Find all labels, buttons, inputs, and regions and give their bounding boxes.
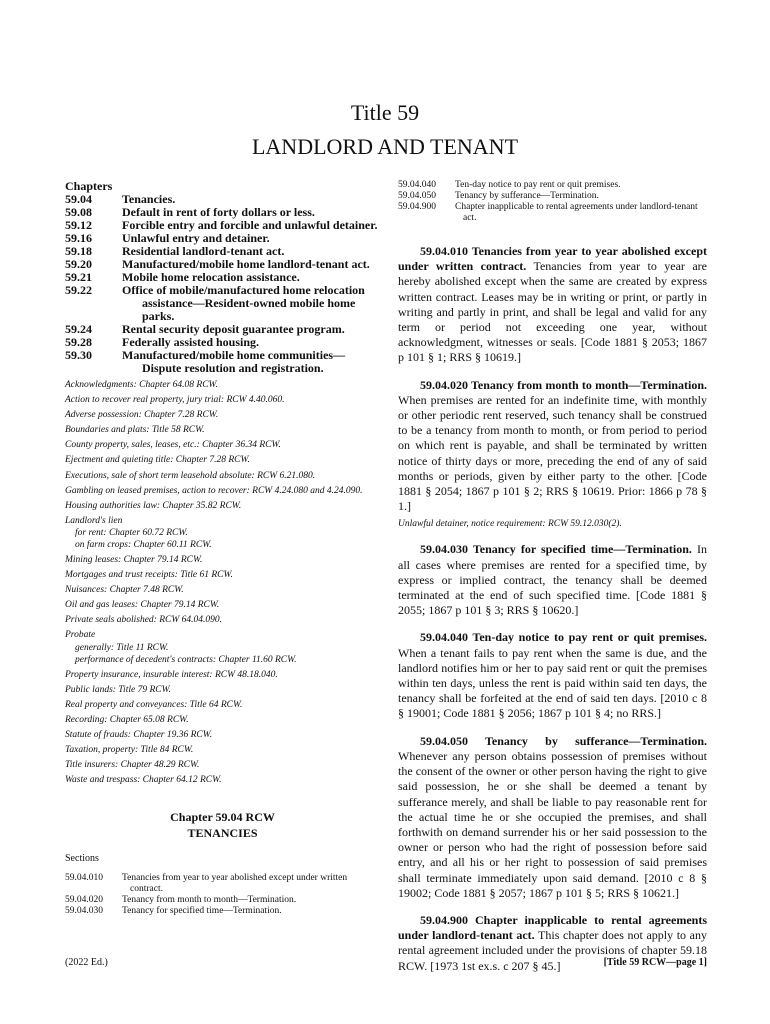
chapter-number: 59.30: [65, 348, 92, 362]
chapter-title: Unlawful entry and detainer.: [122, 231, 270, 245]
chapter-title: Manufactured/mobile home communities—Dispute resolution and registration.: [122, 348, 346, 375]
section-heading: 59.04.010 Tenancies from year to year abolished except under written contract.: [398, 244, 707, 274]
chapter-row: [65, 284, 380, 323]
section-body: Tenancies from year to year are hereby abolished except when the same are created by express written contract. Leases may be in writing or print, or partly in writing and partly in print, and shall be legal and valid for any term or period not exceeding one year, without acknowledgment, witnesses or seals. [Code 1881 § 2053; 1867 p 101 § 1; RRS § 10619.]: [398, 259, 707, 365]
section-toc-row: [398, 191, 707, 202]
chapter-row: [65, 349, 380, 375]
section-note: Unlawful detainer, notice requirement: RCW 59.12.030(2).: [398, 519, 622, 530]
cross-reference: Property insurance, insurable interest: RCW 48.18.040.: [65, 669, 278, 680]
probate-generally: generally: Title 11 RCW.: [75, 642, 169, 653]
left-column: [65, 180, 380, 917]
probate-contracts: performance of decedent's contracts: Chapter 11.60 RCW.: [75, 654, 297, 665]
section-number: 59.04.040: [398, 180, 436, 190]
section-number: 59.04.030: [65, 905, 103, 916]
section-body: This chapter does not apply to any rental agreement included under the provisions of chapter 59.18 RCW. [1973 1st ex.s. c 207 § 45.]: [398, 928, 707, 973]
section-toc-row: [398, 180, 707, 191]
chapter-number: 59.18: [65, 244, 92, 258]
title-number: Title 59: [350, 100, 420, 125]
section-number: 59.04.020: [65, 894, 103, 905]
cross-reference: County property, sales, leases, etc.: Chapter 36.34 RCW.: [65, 440, 281, 451]
chapter-number: 59.28: [65, 335, 92, 349]
cross-reference: Statute of frauds: Chapter 19.36 RCW.: [65, 729, 213, 740]
section-title: Ten-day notice to pay rent or quit premises.: [455, 180, 621, 190]
chapter-number: Chapter 59.04 RCW: [170, 809, 275, 824]
section-toc-row: [65, 906, 380, 917]
chapter-title: Tenancies.: [122, 192, 176, 206]
section-title: Tenancies from year to year abolished except under written contract.: [122, 872, 348, 894]
cross-references: [65, 379, 380, 787]
cross-reference: Adverse possession: Chapter 7.28 RCW.: [65, 410, 219, 421]
cross-reference: Boundaries and plats: Title 58 RCW.: [65, 425, 205, 436]
cross-reference: Waste and trespass: Chapter 64.12 RCW.: [65, 775, 222, 786]
chapter-title: Default in rent of forty dollars or less.: [122, 205, 315, 219]
section-heading: 59.04.040 Ten-day notice to pay rent or quit premises.: [420, 630, 707, 645]
section-paragraph: [398, 542, 707, 618]
cross-reference: Taxation, property: Title 84 RCW.: [65, 744, 194, 755]
chapter-title: Mobile home relocation assistance.: [122, 270, 300, 284]
chapter-title: Residential landlord-tenant act.: [122, 244, 285, 258]
cross-reference: Housing authorities law: Chapter 35.82 RCW.: [65, 500, 242, 511]
chapter-number: 59.16: [65, 231, 92, 245]
section-number: 59.04.900: [398, 202, 436, 212]
section-paragraph: [398, 734, 707, 901]
chapter-name: TENANCIES: [187, 825, 258, 840]
section-paragraph: [398, 244, 707, 366]
cross-reference: Acknowledgments: Chapter 64.08 RCW.: [65, 380, 218, 390]
chapter-number: 59.12: [65, 218, 92, 232]
section-paragraph: [398, 630, 707, 721]
page-footer: [Title 59 RCW—page 1]: [603, 957, 707, 968]
section-heading: 59.04.900 Chapter inapplicable to rental agreements under landlord-tenant act.: [398, 912, 707, 943]
chapter-title: Office of mobile/manufactured home relocation assistance—Resident-owned mobile home parks.: [122, 283, 365, 323]
section-body: When a tenant fails to pay rent when the same is due, and the landlord notifies him or her to pay said rent or quit the premises within ten days, unless the rent is paid within said ten days, the tenancy shall be forfeited at the end of said ten days. [2010 c 8 § 19001; Code 1881 § 2056; 1867 p 101 § 4; no RRS.]: [398, 645, 707, 721]
lien-farm: on farm crops: Chapter 60.11 RCW.: [75, 540, 212, 551]
section-heading: 59.04.030 Tenancy for specified time—Termination.: [420, 542, 692, 557]
chapter-number: 59.08: [65, 205, 92, 219]
chapter-title: Federally assisted housing.: [122, 335, 260, 349]
lien-head: Landlord's lien: [65, 515, 123, 526]
sections-list-right: [398, 180, 707, 224]
chapter-heading: [65, 809, 380, 841]
section-body: When premises are rented for an indefinite time, with monthly or other periodic rent reserved, such tenancy shall be construed to be a tenancy from month to month, or from period to period on which rent is payable, and shall be terminated by written notice of thirty days or more, preceding the end of any of said months or periods, given by either party to the other. [Code 1881 § 2054; 1867 p 101 § 2; RRS § 10619. Prior: 1866 p 78 § 1.]: [398, 392, 707, 514]
chapter-list: [65, 193, 380, 375]
sections-label: Sections: [65, 852, 99, 864]
cross-reference: Mining leases: Chapter 79.14 RCW.: [65, 554, 203, 565]
probate-reference: [65, 629, 380, 666]
probate-head: Probate: [65, 630, 96, 641]
section-number: 59.04.010: [65, 872, 103, 883]
cross-reference: Recording: Chapter 65.08 RCW.: [65, 714, 189, 725]
cross-reference: Action to recover real property, jury trial: RCW 4.40.060.: [65, 395, 285, 406]
chapter-title: Forcible entry and forcible and unlawful detainer.: [122, 218, 378, 232]
cross-reference: Ejectment and quieting title: Chapter 7.28 RCW.: [65, 455, 250, 466]
cross-reference: Mortgages and trust receipts: Title 61 RCW.: [65, 570, 233, 581]
cross-reference: Real property and conveyances: Title 64 RCW.: [65, 699, 243, 710]
chapter-number: 59.20: [65, 257, 92, 271]
section-body: Whenever any person obtains possession of premises without the consent of the owner or other person having the right to give said possession, he or she shall be deemed a tenant by sufferance merely, and shall be liable to pay reasonable rent for the actual time he or she occupied the premises, and shall forthwith on demand surrender his or her said possession to the owner or person who had the right of possession before said entry, and all his or her right to possession of said premises shall terminate immediately upon said demand. [2010 c 8 § 19002; Code 1881 § 2057; 1867 p 101 § 5; RRS § 10621.]: [398, 748, 707, 900]
cross-reference: Title insurers: Chapter 48.29 RCW.: [65, 760, 200, 771]
section-title: Tenancy by sufferance—Termination.: [455, 191, 599, 201]
title-name: LANDLORD AND TENANT: [251, 134, 519, 159]
cross-reference: Nuisances: Chapter 7.48 RCW.: [65, 585, 184, 596]
cross-reference: Public lands: Title 79 RCW.: [65, 684, 171, 695]
chapter-number: 59.04: [65, 192, 92, 206]
cross-reference: Gambling on leased premises, action to recover: RCW 4.24.080 and 4.24.090.: [65, 485, 363, 496]
section-toc-row: [398, 202, 707, 224]
lien-rent: for rent: Chapter 60.72 RCW.: [75, 528, 188, 539]
cross-reference: Executions, sale of short term leasehold absolute: RCW 6.21.080.: [65, 470, 316, 481]
cross-reference: Oil and gas leases: Chapter 79.14 RCW.: [65, 600, 220, 611]
chapter-number: 59.22: [65, 283, 92, 297]
section-title: Tenancy for specified time—Termination.: [122, 905, 282, 916]
chapter-title: Manufactured/mobile home landlord-tenant act.: [122, 257, 370, 271]
section-number: 59.04.050: [398, 191, 436, 201]
section-body: In all cases where premises are rented for a specified time, by express or implied contract, the tenancy shall be deemed terminated at the end of such specified time. [Code 1881 § 2055; 1867 p 101 § 3; RRS § 10620.]: [398, 542, 707, 618]
lien-reference: [65, 515, 380, 552]
chapter-number: 59.21: [65, 270, 92, 284]
chapters-label: Chapters: [65, 179, 113, 193]
cross-reference: Private seals abolished: RCW 64.04.090.: [65, 615, 222, 626]
section-title: Chapter inapplicable to rental agreements under landlord-tenant act.: [455, 202, 698, 223]
section-text: [398, 244, 707, 974]
section-toc-row: [65, 873, 380, 895]
right-column: [398, 180, 707, 974]
section-toc-row: [65, 895, 380, 906]
section-heading: 59.04.050 Tenancy by sufferance—Termination.: [420, 733, 707, 748]
section-title: Tenancy from month to month—Termination.: [122, 894, 297, 905]
section-heading: 59.04.020 Tenancy from month to month—Termination.: [420, 377, 707, 392]
section-paragraph: [398, 378, 707, 515]
sections-list-left: [65, 873, 380, 917]
chapter-title: Rental security deposit guarantee program.: [122, 322, 345, 336]
edition-footer: (2022 Ed.): [65, 957, 108, 968]
chapter-number: 59.24: [65, 322, 92, 336]
